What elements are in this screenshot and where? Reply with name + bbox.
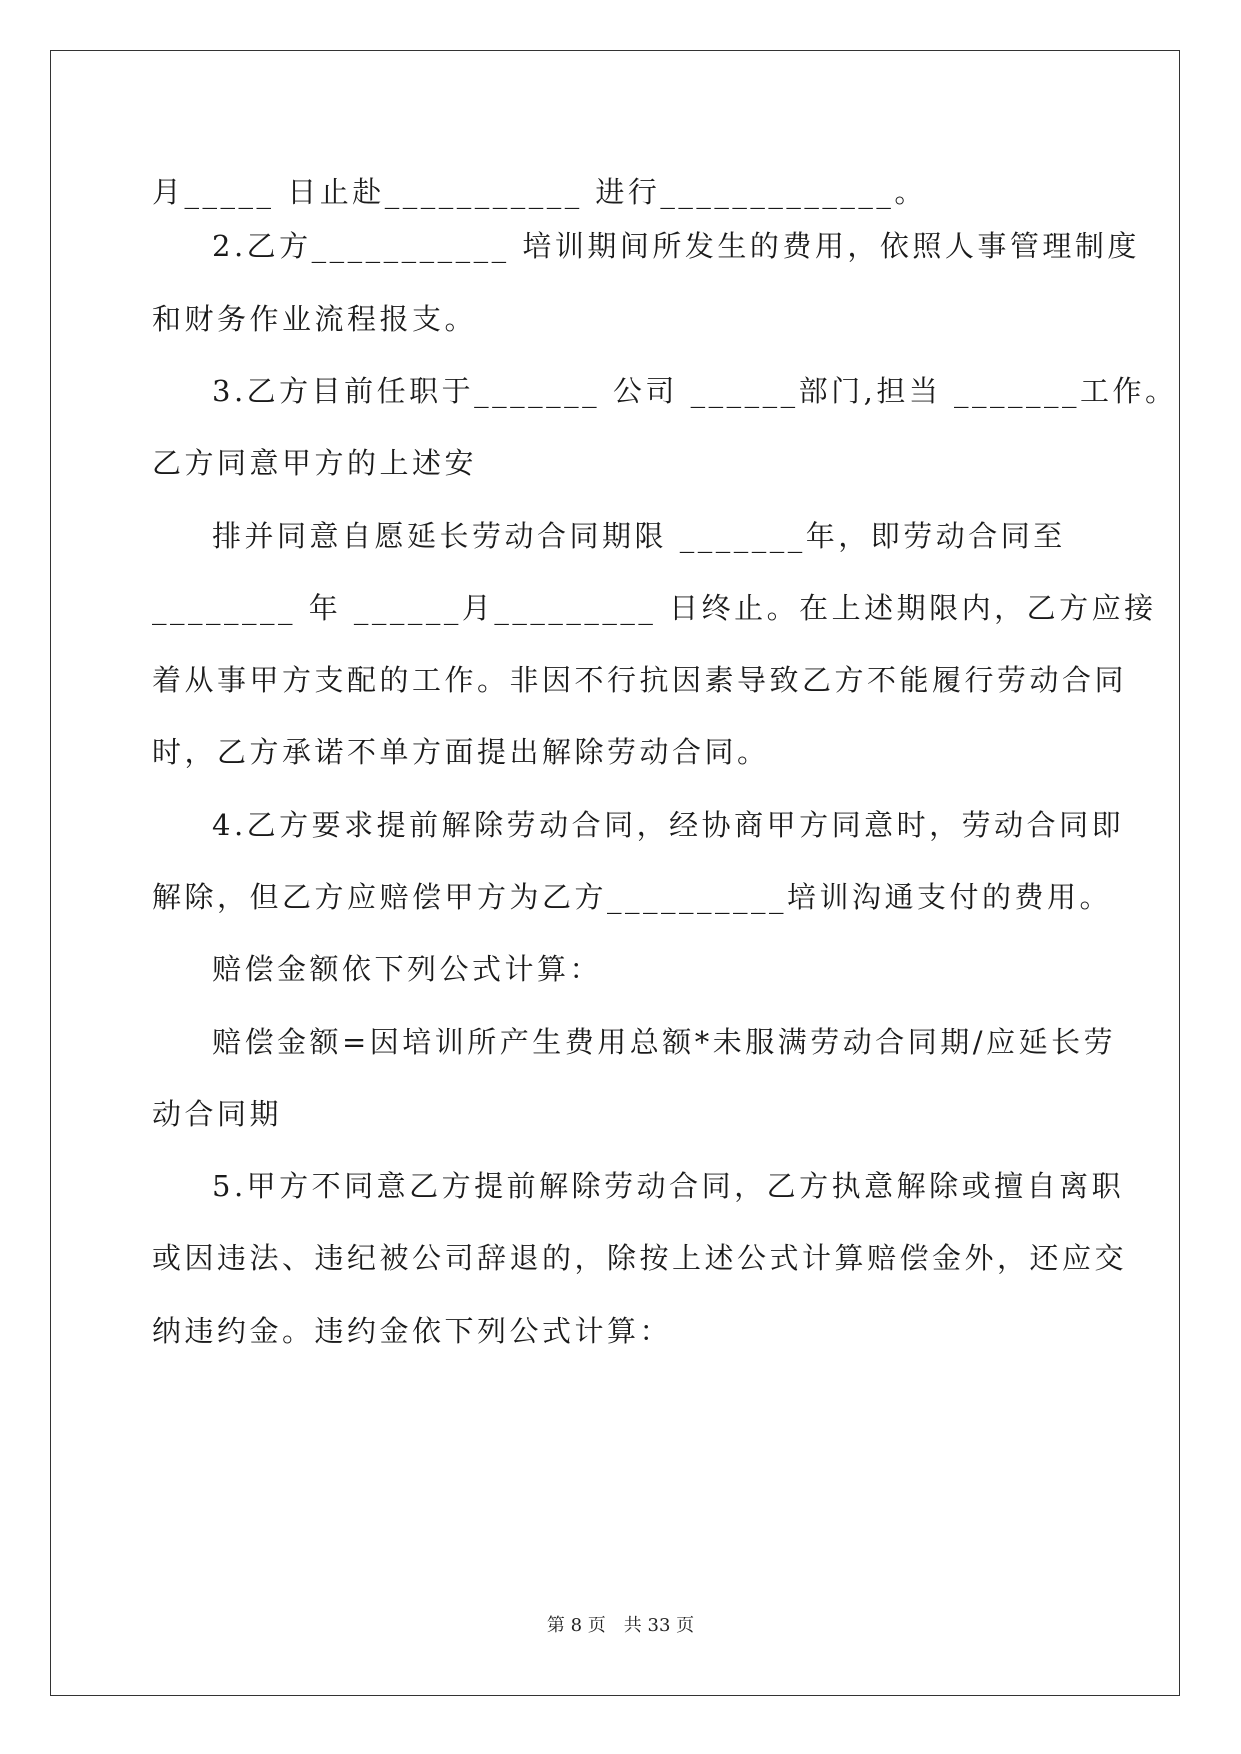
- text-line-13: 赔偿金额=因培训所产生费用总额*未服满劳动合同期/应延长劳: [212, 1025, 1117, 1059]
- page-number-footer: 第 8 页 共 33 页: [546, 1615, 695, 1636]
- text-line-5: 乙方同意甲方的上述安: [152, 446, 478, 480]
- text-line-4: 3.乙方目前任职于_______ 公司 ______部门,担当 _______工作。: [212, 374, 1178, 408]
- text-line-2: 2.乙方___________ 培训期间所发生的费用，依照人事管理制度: [212, 229, 1140, 263]
- text-line-11: 解除，但乙方应赔偿甲方为乙方__________培训沟通支付的费用。: [152, 880, 1113, 914]
- text-line-1: 月_____ 日止赴___________ 进行_____________。: [152, 175, 927, 209]
- text-line-9: 时，乙方承诺不单方面提出解除劳动合同。: [152, 735, 770, 769]
- text-line-14: 动合同期: [152, 1097, 283, 1131]
- text-line-7: ________ 年 ______月_________ 日终止。在上述期限内，乙方应接: [152, 591, 1157, 625]
- text-line-12: 赔偿金额依下列公式计算：: [212, 952, 603, 986]
- text-line-8: 着从事甲方支配的工作。非因不行抗因素导致乙方不能履行劳动合同: [152, 663, 1128, 697]
- text-line-17: 纳违约金。违约金依下列公式计算：: [152, 1314, 673, 1348]
- text-line-15: 5.甲方不同意乙方提前解除劳动合同，乙方执意解除或擅自离职: [212, 1169, 1125, 1203]
- text-line-3: 和财务作业流程报支。: [152, 302, 478, 336]
- text-line-16: 或因违法、违纪被公司辞退的，除按上述公式计算赔偿金外，还应交: [152, 1241, 1128, 1275]
- text-line-6: 排并同意自愿延长劳动合同期限 _______年，即劳动合同至: [212, 519, 1066, 553]
- page-border: [50, 50, 1180, 1696]
- text-line-10: 4.乙方要求提前解除劳动合同，经协商甲方同意时，劳动合同即: [212, 808, 1125, 842]
